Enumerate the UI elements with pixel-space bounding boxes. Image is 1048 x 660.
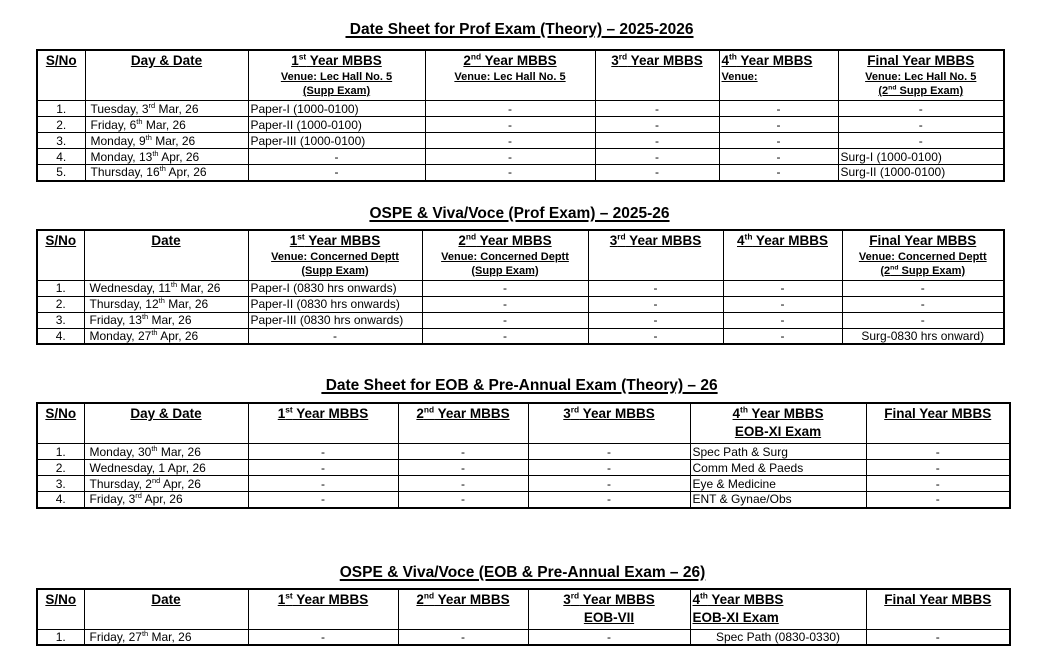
table-cell: 3. [37,476,84,492]
table-cell: - [838,133,1004,149]
table-cell: - [719,165,838,181]
table-cell: - [842,312,1004,328]
table-cell: - [425,133,595,149]
table-cell: - [528,492,690,508]
column-header-label: 4th Year MBBS [732,404,824,421]
column-header-label: S/No [45,53,77,68]
table-cell: - [838,117,1004,133]
column-header-subtext: (Supp Exam) [302,85,371,97]
table-cell: - [248,476,398,492]
table-cell: 1. [37,101,85,117]
table-cell: - [595,101,719,117]
table-cell: - [425,117,595,133]
table-cell: Surg-I (1000-0100) [838,149,1004,165]
table-cell: Surg-0830 hrs onward) [842,328,1004,344]
column-header-label: Date [151,232,181,248]
table-cell: - [248,149,425,165]
table-cell: - [723,280,842,296]
column-header-label: 2nd Year MBBS [416,590,510,607]
header-row [37,50,1004,101]
table-row [37,629,1010,645]
section-ospe-eob [36,563,1048,647]
table-cell: - [588,280,723,296]
table-cell: - [588,312,723,328]
table-cell: 5. [37,165,85,181]
table-cell: Paper-I (0830 hrs onwards) [248,280,422,296]
section-ospe-prof [36,204,1048,346]
table-cell: - [719,117,838,133]
table-row [37,149,1004,165]
table-cell: - [425,165,595,181]
table-cell: - [588,328,723,344]
table-row [37,296,1004,312]
table-cell: - [248,629,398,645]
table-cell: - [248,492,398,508]
table-cell: Comm Med & Paeds [690,460,866,476]
column-header [84,403,248,444]
column-header-subtext: Venue: Lec Hall No. 5 [280,71,393,83]
table-row [37,460,1010,476]
table-cell: Surg-II (1000-0100) [838,165,1004,181]
header-row [37,589,1010,630]
column-header-label: 1st Year MBBS [289,231,381,248]
column-header [528,589,690,630]
table-cell: 4. [37,149,85,165]
table-cell: 2. [37,296,84,312]
table-row [37,117,1004,133]
column-header-subtext: (2nd Supp Exam) [878,84,964,97]
table-cell: - [838,101,1004,117]
table-cell: - [248,460,398,476]
table-cell: Friday, 27th Mar, 26 [84,629,248,645]
column-header-subtext: Venue: Concerned Deptt [271,250,399,263]
table-cell: ENT & Gynae/Obs [690,492,866,508]
table-cell: 4. [37,328,84,344]
column-header-subtext: Venue: Lec Hall No. 5 [865,71,977,83]
table-cell: Wednesday, 11th Mar, 26 [84,280,248,296]
column-header-subtext: EOB-XI Exam [734,424,822,439]
table-cell: Monday, 30th Mar, 26 [84,444,248,460]
column-header [866,403,1010,444]
table-cell: Monday, 9th Mar, 26 [85,133,248,149]
table-cell: Paper-III (0830 hrs onwards) [248,312,422,328]
column-header-label: Date [151,591,181,607]
column-header [84,589,248,630]
column-header-label: 2nd Year MBBS [458,231,552,248]
table-cell: Spec Path (0830-0330) [690,629,866,645]
table-cell: - [588,296,723,312]
column-header-label: 3rd Year MBBS [563,404,655,421]
column-header-subtext: EOB-VII [583,609,635,625]
column-header-subtext: Venue: Concerned Deptt [858,250,987,263]
column-header [398,589,528,630]
table-cell: - [723,296,842,312]
table-cell: - [528,460,690,476]
table-cell: Spec Path & Surg [690,444,866,460]
table-cell: - [422,312,588,328]
prof-theory-title: Date Sheet for Prof Exam (Theory) – 2025-2026 [345,21,694,38]
column-header [723,230,842,281]
table-cell: 4. [37,492,84,508]
table-cell: 3. [37,133,85,149]
column-header-label: 1st Year MBBS [291,51,382,68]
table-cell: - [595,133,719,149]
prof-theory-table [36,49,1005,182]
column-header [425,50,595,101]
table-cell: Paper-III (1000-0100) [248,133,425,149]
table-cell: Eye & Medicine [690,476,866,492]
column-header-label: 2nd Year MBBS [416,404,510,421]
table-cell: - [398,460,528,476]
column-header-label: S/No [45,232,77,248]
column-header-subtext: (2nd Supp Exam) [880,263,966,277]
column-header-label: Final Year MBBS [869,232,977,248]
column-header-label: Day & Date [130,406,202,421]
table-cell: Tuesday, 3rd Mar, 26 [85,101,248,117]
column-header [248,589,398,630]
table-cell: - [398,629,528,645]
table-cell: - [425,101,595,117]
column-header-subtext: Venue: Lec Hall No. 5 [454,71,566,83]
column-header [37,50,85,101]
table-cell: Monday, 13th Apr, 26 [85,149,248,165]
column-header-label: Final Year MBBS [884,406,992,421]
column-header [248,230,422,281]
column-header [588,230,723,281]
column-header-subtext: Venue: Concerned Deptt [441,250,569,263]
table-cell: Thursday, 16th Apr, 26 [85,165,248,181]
column-header [866,589,1010,630]
column-header [719,50,838,101]
column-header [842,230,1004,281]
column-header [37,589,84,630]
ospe-prof-title: OSPE & Viva/Voce (Prof Exam) – 2025-26 [369,204,670,222]
table-cell: - [723,312,842,328]
table-cell: - [425,149,595,165]
table-cell: - [528,444,690,460]
column-header-label: 3rd Year MBBS [609,231,702,248]
column-header [84,230,248,281]
column-header [690,403,866,444]
column-header-label: Final Year MBBS [867,53,975,68]
column-header-label: 4th Year MBBS [721,51,813,68]
table-row [37,133,1004,149]
column-header-subtext: (Supp Exam) [471,264,539,277]
column-header-label: 3rd Year MBBS [563,590,655,607]
table-cell: Friday, 3rd Apr, 26 [84,492,248,508]
table-cell: - [422,296,588,312]
table-row [37,492,1010,508]
table-cell: - [595,117,719,133]
table-cell: Paper-I (1000-0100) [248,101,425,117]
column-header [422,230,588,281]
column-header-label: Day & Date [130,53,203,68]
column-header [37,403,84,444]
table-cell: Monday, 27th Apr, 26 [84,328,248,344]
table-cell: - [595,165,719,181]
section-eob-theory [36,376,1048,509]
column-header [37,230,84,281]
column-header-subtext: Venue: [721,71,758,83]
column-header-label: Final Year MBBS [884,591,992,607]
header-row [37,230,1004,281]
table-cell: - [866,476,1010,492]
table-cell: Friday, 13th Mar, 26 [84,312,248,328]
table-cell: - [723,328,842,344]
table-cell: - [842,280,1004,296]
table-cell: 1. [37,280,84,296]
table-cell: - [248,165,425,181]
column-header-label: S/No [45,406,77,421]
column-header [248,50,425,101]
table-cell: Friday, 6th Mar, 26 [85,117,248,133]
table-cell: - [866,492,1010,508]
table-cell: - [528,629,690,645]
table-cell: - [248,328,422,344]
table-cell: - [866,460,1010,476]
section-prof-theory [36,20,1048,182]
column-header-label: 4th Year MBBS [737,231,828,248]
table-cell: - [866,444,1010,460]
column-header-label: 1st Year MBBS [277,404,369,421]
table-cell: - [422,328,588,344]
column-header-subtext: (Supp Exam) [301,264,369,277]
table-row [37,444,1010,460]
table-cell: Wednesday, 1 Apr, 26 [84,460,248,476]
table-cell: - [719,149,838,165]
table-cell: 3. [37,312,84,328]
column-header-subtext: EOB-XI Exam [692,609,779,625]
table-cell: 1. [37,629,84,645]
ospe-eob-title: OSPE & Viva/Voce (EOB & Pre-Annual Exam – 26) [339,563,706,581]
table-cell: - [398,492,528,508]
table-cell: - [595,149,719,165]
column-header [690,589,866,630]
table-row [37,312,1004,328]
table-row [37,328,1004,344]
table-cell: 1. [37,444,84,460]
table-cell: - [398,444,528,460]
column-header-label: 2nd Year MBBS [463,51,557,68]
column-header-label: S/No [45,591,77,607]
table-cell: Thursday, 12th Mar, 26 [84,296,248,312]
table-cell: 2. [37,460,84,476]
column-header [838,50,1004,101]
column-header-label: 4th Year MBBS [692,590,784,607]
column-header-label: 3rd Year MBBS [611,51,703,68]
table-cell: - [248,444,398,460]
column-header [528,403,690,444]
table-cell: Thursday, 2nd Apr, 26 [84,476,248,492]
column-header [398,403,528,444]
table-cell: - [719,101,838,117]
ospe-eob-table [36,588,1011,647]
column-header [595,50,719,101]
header-row [37,403,1010,444]
table-row [37,476,1010,492]
ospe-prof-table [36,229,1005,346]
column-header [85,50,248,101]
table-cell: - [719,133,838,149]
table-cell: Paper-II (1000-0100) [248,117,425,133]
table-row [37,165,1004,181]
table-cell: - [528,476,690,492]
table-cell: Paper-II (0830 hrs onwards) [248,296,422,312]
table-cell: - [842,296,1004,312]
table-row [37,101,1004,117]
eob-theory-table [36,402,1011,509]
table-cell: - [422,280,588,296]
table-row [37,280,1004,296]
table-cell: - [398,476,528,492]
column-header-label: 1st Year MBBS [277,590,369,607]
table-cell: 2. [37,117,85,133]
table-cell: - [866,629,1010,645]
eob-theory-title: Date Sheet for EOB & Pre-Annual Exam (Theory) – 26 [321,377,718,394]
column-header [248,403,398,444]
